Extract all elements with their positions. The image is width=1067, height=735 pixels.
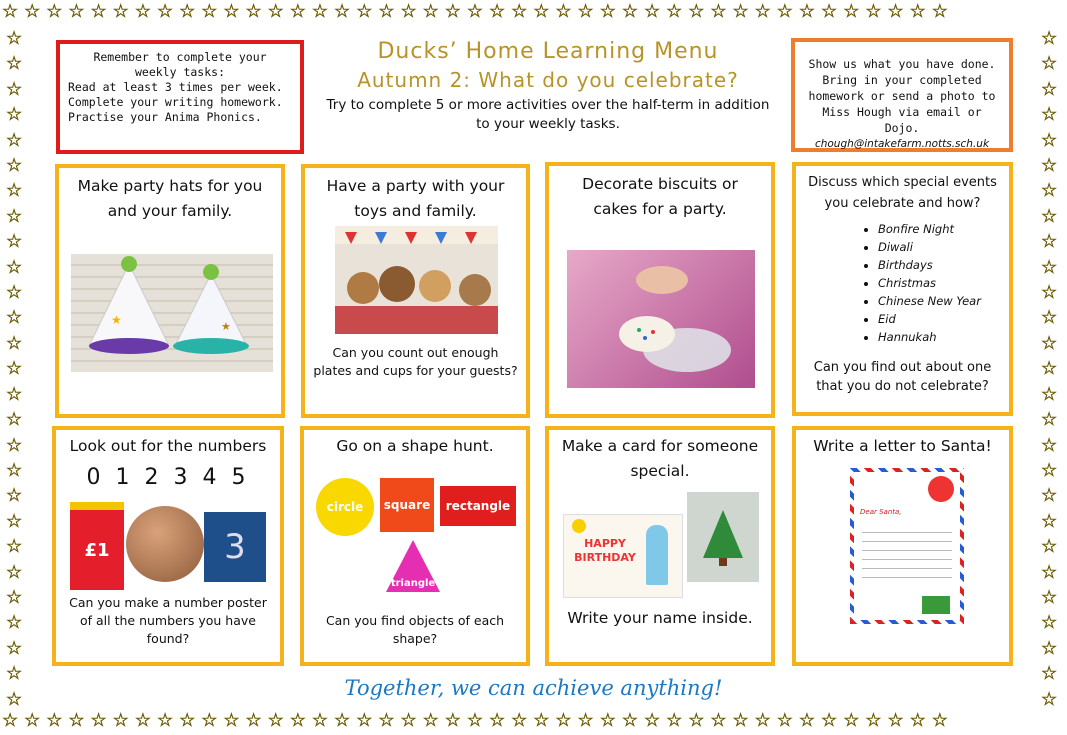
share-email: chough@intakefarm.notts.sch.uk [814, 138, 990, 150]
birthday-card-text: HAPPY BIRTHDAY [574, 537, 636, 564]
page-subtitle: Autumn 2: What do you celebrate? [357, 68, 739, 92]
activity-prompt: Can you make a number poster of all the numbers you have found? [69, 595, 267, 646]
list-item: • Eid [878, 310, 1001, 328]
pound-label: £1 [84, 539, 110, 561]
star-border-top: ☆☆☆☆☆☆☆☆☆☆☆☆☆☆☆☆☆☆☆☆☆☆☆☆☆☆☆☆☆☆☆☆☆☆☆☆☆☆☆☆☆☆☆ [2, 3, 954, 21]
list-item: • Christmas [878, 274, 1001, 292]
activity-heading: Decorate biscuits or cakes for a party. [582, 175, 738, 218]
page-header [318, 38, 778, 134]
reminder-title: Remember to complete your weekly tasks: [93, 50, 267, 79]
activity-heading: Write a letter to Santa! [813, 437, 992, 455]
list-item: • Chinese New Year [878, 292, 1001, 310]
biscuit-decorating-image [567, 250, 755, 388]
activity-heading: Make party hats for you and your family. [77, 177, 263, 220]
list-item: • Diwali [878, 238, 1001, 256]
activity-prompt: Can you find out about one that you do not celebrate? [813, 360, 992, 394]
star-border-right: ☆☆☆☆☆☆☆☆☆☆☆☆☆☆☆☆☆☆☆☆☆☆☆☆☆☆☆ [1041, 28, 1058, 710]
party-hats-image [71, 254, 273, 372]
list-item: • Birthdays [878, 256, 1001, 274]
activity-heading: Have a party with your toys and family. [326, 177, 505, 220]
activity-letter-to-santa [792, 426, 1013, 666]
pound-sign-image [70, 502, 124, 590]
activity-heading: Make a card for someone special. [561, 437, 759, 480]
door-number-label: 3 [224, 527, 246, 567]
activity-party-hats [55, 164, 285, 418]
birthday-card-image [563, 514, 683, 598]
circle-label: circle [326, 500, 364, 514]
christmas-card-image [687, 492, 759, 582]
circle-shape [316, 478, 374, 536]
rectangle-label: rectangle [445, 499, 511, 513]
square-label: square [383, 498, 431, 512]
share-work-box [791, 38, 1013, 152]
teddy-party-image [335, 226, 498, 334]
star-border-bottom: ☆☆☆☆☆☆☆☆☆☆☆☆☆☆☆☆☆☆☆☆☆☆☆☆☆☆☆☆☆☆☆☆☆☆☆☆☆☆☆☆☆☆☆ [2, 712, 954, 730]
coin-image [126, 506, 204, 582]
triangle-label: triangle [390, 578, 436, 589]
events-list [878, 220, 1001, 346]
reminder-line: Read at least 3 times per week. [68, 80, 283, 94]
activity-heading: Go on a shape hunt. [336, 437, 494, 455]
activity-heading: Look out for the numbers [69, 437, 267, 455]
activity-prompt: Can you find objects of each shape? [325, 613, 505, 646]
page-title: Ducks’ Home Learning Menu [377, 39, 719, 64]
santa-letter-greeting: Dear Santa, [860, 508, 902, 516]
square-shape [380, 478, 434, 532]
activity-shape-hunt [300, 426, 530, 666]
reminder-line: Practise your Anima Phonics. [68, 110, 262, 124]
activity-prompt: Write your name inside. [567, 609, 753, 627]
svg-text:★: ★ [221, 320, 231, 333]
page-instructions: Try to complete 5 or more activities over the half-term in addition to your weekly tasks. [326, 97, 770, 132]
rectangle-shape [440, 486, 516, 526]
activity-heading: Discuss which special events you celebrate and how? [808, 175, 997, 211]
activity-prompt: Can you count out enough plates and cups for your guests? [313, 345, 518, 378]
reminder-line: Complete your writing homework. [68, 95, 283, 109]
list-item: • Hannukah [878, 328, 1001, 346]
door-number-image [204, 512, 266, 582]
activity-decorate-biscuits [545, 162, 775, 418]
star-border-left: ☆☆☆☆☆☆☆☆☆☆☆☆☆☆☆☆☆☆☆☆☆☆☆☆☆☆☆ [6, 28, 23, 710]
activity-numbers [52, 426, 284, 666]
footer-motto: Together, we can achieve anything! [344, 676, 723, 700]
activity-make-card [545, 426, 775, 666]
number-digits: 0 1 2 3 4 5 [86, 465, 250, 490]
santa-letter-image [850, 468, 964, 624]
share-text: Show us what you have done. Bring in your completed homework or send a photo to Miss Hough via email or Dojo. [808, 57, 996, 135]
list-item: • Bonfire Night [878, 220, 1001, 238]
activity-special-events [792, 162, 1013, 416]
weekly-tasks-reminder [56, 40, 304, 154]
activity-toy-party [301, 164, 530, 418]
triangle-shape [386, 540, 440, 592]
svg-text:★: ★ [111, 313, 122, 327]
